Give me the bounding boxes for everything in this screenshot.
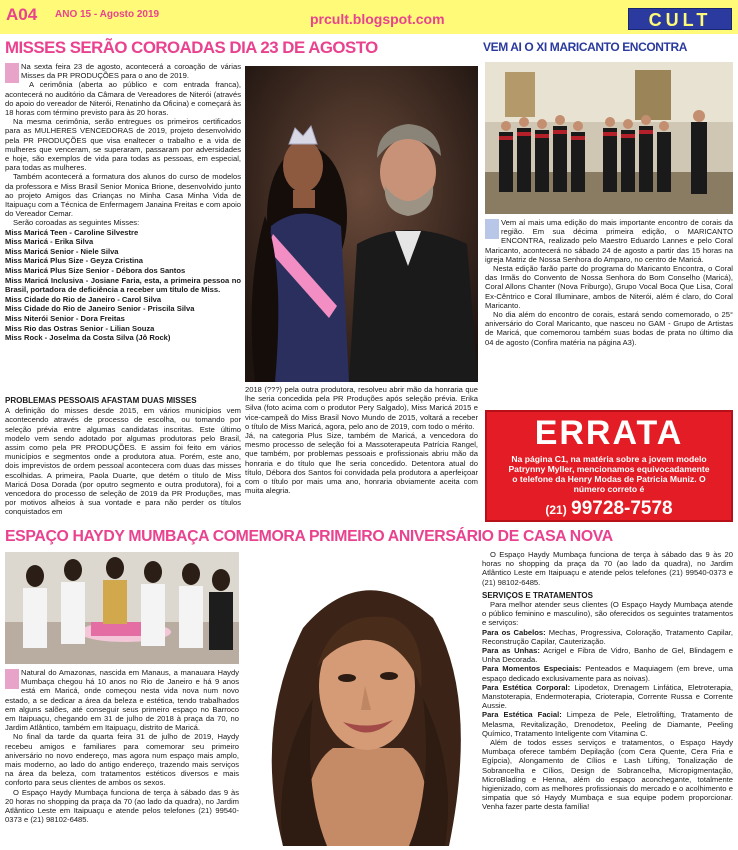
list-item: Miss Niterói Senior - Dora Freitas [5, 314, 125, 323]
miss-photo-image [245, 66, 478, 382]
haydy-portrait [243, 548, 485, 846]
errata-phone: 99728-7578 [571, 498, 673, 519]
haydy-article: Natural do Amazonas, nascida em Manaus, a manauara Haydy Mumbaça chegou há 10 anos no Rio de Janeiro e há 9 anos está em Maricá, onde começou nesta vida nova num novo estado, a se dedicar a área da beleza e estética, tendo trabalhados em alguns salões, até conseguir seus primeiro espaço no Barroco em Itaipuaçu, chegando em 31 de julho de 2018 à praça da 70, no Jardim Atlântico, também em Itaipuaçu, distrito de Maricá. No final da tarde da quarta feira 31 de julho de 2019, Haydy recebeu amigos e familiares para comemorar seu primeiro aniversário no novo endereço, mas agora num espaço mais amplo, mais moderno, ao lado do antigo endereço, trazendo mais serviços na área da beleza, com tratamentos estéticos diversos e mais conforto para seus clientes de ambos os sexos. O Espaço Haydy Mumbaça funciona de terça à sábado das 9 às 20 horas no shopping da praça da 70 (ao lado da quadra), no Jardim Atlântico Leste em Itaipuaçu e atende pelos telefones (21) 99540-0373 e (21) 98102-6485. [5, 668, 239, 825]
misses-article-column: Na sexta feira 23 de agosto, acontecerá a coroação de várias Misses da PR PRODUÇÕES para o ano de 2019. A cerimônia (aberta ao público e com entrada franca), acontecerá no auditório da Câmara de Vereadores de Niterói (através do apoio do vereador de Niterói, Renatinho da Oficina) e começará às 18 horas com término previsto para às 20 horas. Na mesma cerimônia, serão entregues os primeiros certificados para as MULHERES VENCEDORAS de 2019, projeto desenvolvido pela PR PRODUÇÕES que visa enaltecer o trabalho e a vida de mulheres que venceram, se superaram, passaram por adversidades e hoje, são exemplos de vida para todas as pessoas, em especial, para todas as mulheres. Também acontecerá a formatura dos alunos do curso de modelos da professora e Miss Brasil Senior Monica Brione, desenvolvido junto ao projeto Amigos das Crianças no Minha Casa Minha Vida de Itaipuaçu com a Técnica de Enfermagem Janaina Freitas e com apoio do Vereador Cemar. Serão coroadas as seguintes Misses: Miss Maricá Teen - Caroline Silvestre Miss Maricá - Erika Silva Miss Maricá Senior - Niele Silva Miss Maricá Plus Size - Geyza Cristina Miss Maricá Plus Size Senior - Débora dos Santos Miss Maricá Inclusiva - Josiane Faria, esta, a primeira pessoa no Brasil, portadora de deficiência a receber um título de Miss. Miss Cidade do Rio de Janeiro - Carol Silva Miss Cidade do Rio de Janeiro Senior - Priscila Silva Miss Niterói Senior - Dora Freitas Miss Rio das Ostras Senior - Lilian Souza Miss Rock - Joselma da Costa Silva (Jô Rock) [5, 62, 241, 343]
errata-phone-line [487, 498, 731, 520]
errata-body: Na página C1, na matéria sobre a jovem modelo Patrynny Myller, mencionamos equivocadamente o telefone da Henry Modas de Patricia Muniz. O número correto é [508, 454, 710, 494]
list-item: Miss Maricá Inclusiva - Josiane Faria, esta, a primeira pessoa no Brasil, portadora de deficiência a receber um título de Miss. [5, 275, 241, 295]
haydy-headline: ESPAÇO HAYDY MUMBAÇA COMEMORA PRIMEIRO ANIVERSÁRIO DE CASA NOVA [5, 528, 613, 545]
list-item: Miss Maricá - Erika Silva [5, 237, 94, 247]
problems-title: PROBLEMAS PESSOAIS AFASTAM DUAS MISSES [5, 396, 197, 405]
list-item: Miss Maricá Plus Size Senior - Débora dos Santos [5, 266, 186, 276]
dropcap [5, 63, 19, 83]
choir-photo [485, 62, 733, 214]
logo: CULT [628, 8, 732, 30]
list-item: Miss Maricá Teen - Caroline Silvestre [5, 227, 139, 237]
site-url[interactable]: prcult.blogspot.com [310, 11, 445, 27]
group-photo-image [5, 552, 239, 664]
miss-photo [245, 66, 478, 382]
haydy-portrait-image [243, 548, 485, 846]
list-item: Miss Maricá Plus Size - Geyza Cristina [5, 256, 144, 266]
dropcap [5, 669, 19, 689]
dropcap [485, 219, 499, 239]
edition: ANO 15 - Agosto 2019 [55, 9, 160, 20]
list-item: Miss Rio das Ostras Senior - Lilian Souza [5, 323, 155, 333]
list-item: Miss Rock - Joselma da Costa Silva (Jô Rock) [5, 333, 171, 343]
services-title: SERVIÇOS E TRATAMENTOS [482, 590, 593, 600]
list-item: Miss Cidade do Rio de Janeiro Senior - Priscila Silva [5, 304, 195, 314]
misses-continuation: 2018 (???) pela outra produtora, resolveu abrir mão da honraria que lhe seria concedida pela PR Produções após seleção prévia. Erika Silva (foto acima com o produtor Pery Salgado), Miss Maricá 2015 e vice-campeã do Miss Brasil Novo Mundo de 2015, voltará a receber o título de Miss Maricá, agora, pelo ano de 2019, com todo o mérito. Já, na categoria Plus Size, também de Maricá, a vencedora do mesmo processo de seleção foi a Massoterapeuta Patrícia Rangel, que também, por problemas pessoais e profissionais abriu mão da honraria e do título que lhe seria concedido. Detentora atual do título, Débora dos Santos foi convidada pela produtora a aperfeiçoar com o título por mais uma ano, honraria obviamente aceita com muita alegria. [245, 385, 478, 496]
maricanto-headline: VEM AI O XI MARICANTO ENCONTRA [483, 40, 688, 54]
misses-list [5, 228, 241, 343]
errata-box [485, 410, 733, 522]
list-item: Miss Maricá Senior - Niele Silva [5, 246, 119, 256]
list-item: Miss Cidade do Rio de Janeiro - Carol Silva [5, 294, 162, 304]
errata-ddd: (21) [545, 503, 567, 517]
choir-photo-image [485, 62, 733, 214]
maricanto-article: Vem aí mais uma edição do mais importante encontro de corais da região. Em sua décima primeira edição, o MARICANTO ENCONTRA, realizado pelo Maestro Eduardo Lannes e pelo Coral Maricanto, acontecerá no sábado 24 de agosto a partir das 15 horas na igreja Matriz de Nossa Senhora do Amparo, no centro de Maricá. Nesta edição farão parte do programa do Maricanto Encontra, o Coral das Irmãs do Convento de Nossa Senhora do Bom Conselho (Maricá), Coral Allons Chanter (Nova Friburgo), Grupo Vocal Boca Que Lisa, Coral Ex-Cêntrico e Coral Illuminare, ambos de Niterói, além é claro, do Coral Maricanto. No dia além do encontro de corais, estará sendo comemorado, o 25° aniversário do Coral Maricanto, que nasceu no GAM - Grupo de Artistas de Maricá, que comemorou também suas bodas de prata no último dia 04 de agosto (Confira matéria na página A3). [485, 218, 733, 347]
group-photo [5, 552, 239, 664]
haydy-services: O Espaço Haydy Mumbaça funciona de terça à sábado das 9 às 20 horas no shopping da praça da 70 (ao lado da quadra), no Jardim Atlântico Leste em Itaipuaçu e atende pelos telefones (21) 99540-0373 e (21) 98102-6485. SERVIÇOS E TRATAMENTOS Para melhor atender seus clientes (O Espaço Haydy Mumbaça atende o público feminino e masculino), são oferecidos os seguintes tratamentos e serviços: Para os Cabelos: Mechas, Progressiva, Coloração, Tratamento Capilar, Reconstrução Capilar, Cauterização. Para as Unhas: Acrigel e Fibra de Vidro, Banho de Gel, Blindagem e Unha Decorada. Para Momentos Especiais: Penteados e Maquiagem (em breve, uma espaço dedicado exclusivamente para as noivas). Para Estética Corporal: Lipodetox, Drenagem Linfática, Eletroterapia, Manstoterapia, Endermoterapia, Crioterapia, Corrente Russa e Corrente Aussie. Para Estética Facial: Limpeza de Pele, Eletrolifting, Tratamento de Melasma, Revitalização, Drenodetox, Peeling de Diamante, Peeling Químico, Tratamento Inteligente com Vitamina C. Além de todos esses serviços e tratamentos, o Espaço Haydy Mumbaça oferece também Depilação (com Cera Quente, Cera Fria e Egípcia), Alongamento de Cílios e Lash Lifting, Tonalização de Sobrancelha e Cílios, Design de Sobrancelha, Micropigmentação, MicroBlading e Henna, além do espaço aconchegante, totalmente higienizado, com as melhores profissionais do mercado e o acolhimento e simpatia que só Haydy Mumbaça e sua equipe podem proporcionar. Venha fazer parte desta família! [482, 550, 733, 812]
errata-title: ERRATA [534, 414, 684, 452]
page-number: A04 [6, 5, 38, 24]
misses-headline: MISSES SERÃO COROADAS DIA 23 DE AGOSTO [5, 39, 378, 57]
problems-section: PROBLEMAS PESSOAIS AFASTAM DUAS MISSES A definição do misses desde 2015, em vários municípios vem acontecendo através de processo de escolha, ou tomando por seleção prévia entre algumas candidatas inscritas. Este último modelo vem sendo adotado por algumas produtoras pelo Brasil, assim como pela PR PRODUÇÕES. E assim foi feito em vários municípios e segmentos onde a produtora atua. Porém, este ano, dois imprevistos de ordem pessoal acontecera com duas das misses escolhidas. A primeira, Paola Duarte, que detém o título de Miss Maricá Dosa Dorada (por oputro segmento e outra produtora), foi a vencedora do processo de seleção de 2019 da PR Produções, mas por motivos alheios à sua vontade e para não perder os títulos conquistados em [5, 396, 241, 517]
